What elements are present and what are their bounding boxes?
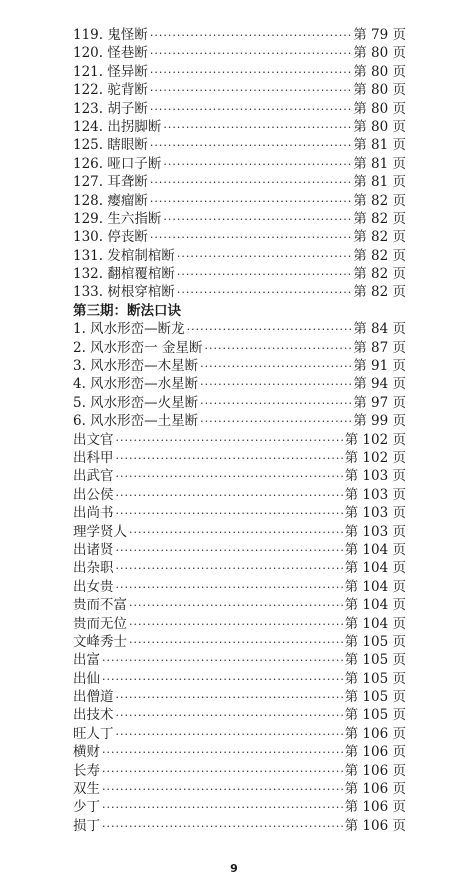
toc-entry-page: 第 106 页	[344, 762, 406, 779]
toc-entry-page: 第 106 页	[344, 817, 406, 834]
toc-entry[interactable]	[73, 357, 406, 375]
toc-entry[interactable]	[73, 283, 406, 301]
toc-entry-page: 第 80 页	[353, 82, 406, 99]
toc-entry-title: 文峰秀士	[73, 633, 127, 650]
toc-entry-title: 出仙	[73, 670, 100, 687]
toc-entry-page: 第 104 页	[344, 597, 406, 614]
toc-entry-page: 第 103 页	[344, 468, 406, 485]
toc-entry[interactable]	[73, 670, 406, 688]
toc-entry[interactable]	[73, 706, 406, 724]
toc-entry-title: 出僧道	[73, 689, 114, 706]
toc-entry-page: 第 80 页	[353, 63, 406, 80]
toc-entry-title: 133. 树根穿棺断	[73, 284, 175, 301]
toc-entry[interactable]	[73, 26, 406, 44]
dot-leader	[200, 358, 351, 376]
toc-entry-page: 第 104 页	[344, 615, 406, 632]
toc-entry-title: 125. 瞎眼断	[73, 137, 148, 154]
toc-entry[interactable]	[73, 743, 406, 761]
toc-list-part-2	[73, 26, 406, 302]
toc-entry-title: 出富	[73, 652, 100, 669]
dot-leader	[150, 27, 351, 45]
toc-entry[interactable]	[73, 81, 406, 99]
toc-entry-page: 第 82 页	[353, 284, 406, 301]
dot-leader	[116, 579, 343, 597]
toc-entry-title: 损丁	[73, 817, 100, 834]
toc-entry-title: 出女贵	[73, 578, 114, 595]
toc-entry-page: 第 82 页	[353, 229, 406, 246]
toc-entry-title: 131. 发棺制棺断	[73, 247, 175, 264]
toc-entry-page: 第 106 页	[344, 725, 406, 742]
toc-entry-title: 121. 怪异断	[73, 63, 148, 80]
dot-leader	[129, 524, 343, 542]
toc-entry[interactable]	[73, 412, 406, 430]
toc-entry-page: 第 103 页	[344, 523, 406, 540]
toc-entry-title: 130. 停丧断	[73, 229, 148, 246]
toc-entry-title: 120. 怪巷断	[73, 45, 148, 62]
toc-entry[interactable]	[73, 762, 406, 780]
toc-entry-title: 贵而不富	[73, 597, 127, 614]
toc-entry-title: 124. 出拐脚断	[73, 118, 162, 135]
dot-leader	[150, 101, 351, 119]
toc-entry[interactable]	[73, 633, 406, 651]
page-number: 9	[230, 862, 238, 875]
dot-leader	[116, 505, 343, 523]
toc-entry[interactable]	[73, 688, 406, 706]
toc-entry-title: 横财	[73, 744, 100, 761]
dot-leader	[102, 763, 343, 781]
dot-leader	[129, 616, 343, 634]
dot-leader	[200, 413, 351, 431]
toc-entry[interactable]	[73, 431, 406, 449]
toc-entry-page: 第 87 页	[353, 339, 406, 356]
toc-entry-title: 5. 风水形峦—火星断	[73, 394, 199, 411]
dot-leader	[116, 487, 343, 505]
dot-leader	[150, 174, 351, 192]
toc-entry[interactable]	[73, 339, 406, 357]
toc-entry[interactable]	[73, 596, 406, 614]
dot-leader	[116, 432, 343, 450]
toc-entry-page: 第 104 页	[344, 578, 406, 595]
toc-entry-page: 第 106 页	[344, 799, 406, 816]
toc-entry-page: 第 105 页	[344, 707, 406, 724]
toc-entry-page: 第 106 页	[344, 781, 406, 798]
toc-entry[interactable]	[73, 210, 406, 228]
dot-leader	[129, 597, 343, 615]
toc-entry-title: 出尚书	[73, 505, 114, 522]
dot-leader	[177, 266, 351, 284]
toc-entry[interactable]	[73, 63, 406, 81]
dot-leader	[177, 248, 351, 266]
toc-entry-title: 6. 风水形峦—土星断	[73, 413, 199, 430]
dot-leader	[102, 818, 343, 836]
toc-entry-page: 第 105 页	[344, 633, 406, 650]
toc-entry-title: 123. 胡子断	[73, 100, 148, 117]
dot-leader	[116, 726, 343, 744]
dot-leader	[150, 137, 351, 155]
toc-entry[interactable]	[73, 780, 406, 798]
toc-entry[interactable]	[73, 100, 406, 118]
dot-leader	[102, 781, 343, 799]
toc-entry[interactable]	[73, 817, 406, 835]
toc-entry[interactable]	[73, 375, 406, 393]
toc-entry-page: 第 82 页	[353, 210, 406, 227]
toc-entry-page: 第 103 页	[344, 486, 406, 503]
toc-entry-title: 出科甲	[73, 449, 114, 466]
toc-entry-page: 第 99 页	[353, 413, 406, 430]
toc-entry[interactable]	[73, 504, 406, 522]
toc-entry-title: 出文官	[73, 431, 114, 448]
dot-leader	[102, 744, 343, 762]
toc-entry-page: 第 94 页	[353, 376, 406, 393]
toc-entry-title: 旺人丁	[73, 725, 114, 742]
toc-entry[interactable]	[73, 155, 406, 173]
toc-entry-title: 3. 风水形峦—木星断	[73, 358, 199, 375]
toc-entry-title: 128. 瘿瘤断	[73, 192, 148, 209]
toc-entry[interactable]	[73, 486, 406, 504]
toc-entry[interactable]	[73, 136, 406, 154]
dot-leader	[200, 376, 351, 394]
toc-entry[interactable]	[73, 44, 406, 62]
toc-entry-page: 第 82 页	[353, 266, 406, 283]
toc-entry-page: 第 104 页	[344, 541, 406, 558]
toc-entry-title: 少丁	[73, 799, 100, 816]
toc-entry-page: 第 81 页	[353, 155, 406, 172]
toc-entry-page: 第 105 页	[344, 689, 406, 706]
toc-entry-page: 第 106 页	[344, 744, 406, 761]
toc-entry-page: 第 102 页	[344, 431, 406, 448]
dot-leader	[177, 284, 351, 302]
toc-entry-title: 126. 哑口子断	[73, 155, 162, 172]
dot-leader	[150, 45, 351, 63]
toc-entry-title: 119. 鬼怪断	[73, 27, 148, 43]
toc-entry-title: 理学贤人	[73, 523, 127, 540]
dot-leader	[150, 193, 351, 211]
toc-entry[interactable]	[73, 394, 406, 412]
toc-entry-page: 第 103 页	[344, 505, 406, 522]
dot-leader	[163, 119, 351, 137]
toc-entry-title: 出公侯	[73, 486, 114, 503]
dot-leader	[129, 634, 343, 652]
toc-entry[interactable]	[73, 523, 406, 541]
dot-leader	[150, 82, 351, 100]
dot-leader	[116, 689, 343, 707]
toc-entry[interactable]	[73, 541, 406, 559]
toc-entry[interactable]	[73, 320, 406, 338]
table-of-contents	[73, 26, 406, 835]
toc-entry-page: 第 79 页	[353, 27, 406, 43]
toc-entry[interactable]	[73, 228, 406, 246]
toc-entry-title: 2. 风水形峦一 金星断	[73, 339, 203, 356]
section-heading: 第三期：断法口诀	[73, 302, 181, 319]
dot-leader	[116, 542, 343, 560]
dot-leader	[116, 707, 343, 725]
toc-entry-title: 出技术	[73, 707, 114, 724]
toc-entry-page: 第 82 页	[353, 247, 406, 264]
dot-leader	[116, 560, 343, 578]
dot-leader	[150, 229, 351, 247]
toc-entry-page: 第 104 页	[344, 560, 406, 577]
toc-entry-title: 129. 生六指断	[73, 210, 162, 227]
toc-entry[interactable]	[73, 265, 406, 283]
toc-entry-title: 1. 风水形峦—断龙	[73, 321, 185, 338]
dot-leader	[102, 671, 343, 689]
toc-entry[interactable]	[73, 651, 406, 669]
dot-leader	[116, 450, 343, 468]
toc-entry-page: 第 80 页	[353, 118, 406, 135]
toc-entry-title: 127. 耳聋断	[73, 174, 148, 191]
toc-entry[interactable]	[73, 559, 406, 577]
toc-entry-page: 第 82 页	[353, 192, 406, 209]
toc-entry[interactable]	[73, 449, 406, 467]
toc-entry-title: 出杂职	[73, 560, 114, 577]
toc-entry-page: 第 105 页	[344, 652, 406, 669]
dot-leader	[163, 211, 351, 229]
dot-leader	[163, 156, 351, 174]
toc-entry-title: 出武官	[73, 468, 114, 485]
toc-entry[interactable]	[73, 578, 406, 596]
dot-leader	[102, 652, 343, 670]
toc-entry-page: 第 105 页	[344, 670, 406, 687]
toc-entry-page: 第 81 页	[353, 137, 406, 154]
toc-entry-title: 双生	[73, 781, 100, 798]
toc-entry-page: 第 97 页	[353, 394, 406, 411]
toc-entry-title: 4. 风水形峦—水星断	[73, 376, 199, 393]
dot-leader	[102, 799, 343, 817]
toc-entry-title: 132. 翻棺覆棺断	[73, 266, 175, 283]
toc-entry[interactable]	[73, 615, 406, 633]
dot-leader	[187, 321, 352, 339]
toc-entry[interactable]	[73, 798, 406, 816]
toc-entry-title: 长寿	[73, 762, 100, 779]
toc-entry-page: 第 91 页	[353, 358, 406, 375]
toc-entry-title: 贵而无位	[73, 615, 127, 632]
toc-entry-page: 第 80 页	[353, 100, 406, 117]
toc-entry-page: 第 84 页	[353, 321, 406, 338]
toc-entry-page: 第 102 页	[344, 449, 406, 466]
toc-entry[interactable]	[73, 118, 406, 136]
toc-entry[interactable]	[73, 725, 406, 743]
dot-leader	[116, 468, 343, 486]
toc-entry[interactable]	[73, 173, 406, 191]
toc-entry-title: 122. 驼背断	[73, 82, 148, 99]
toc-entry-page: 第 80 页	[353, 45, 406, 62]
toc-entry[interactable]	[73, 247, 406, 265]
dot-leader	[200, 395, 351, 413]
toc-entry-page: 第 81 页	[353, 174, 406, 191]
dot-leader	[204, 340, 351, 358]
toc-list-part-3	[73, 320, 406, 835]
toc-entry[interactable]	[73, 192, 406, 210]
toc-entry[interactable]	[73, 467, 406, 485]
toc-entry-title: 出诸贤	[73, 541, 114, 558]
dot-leader	[150, 64, 351, 82]
